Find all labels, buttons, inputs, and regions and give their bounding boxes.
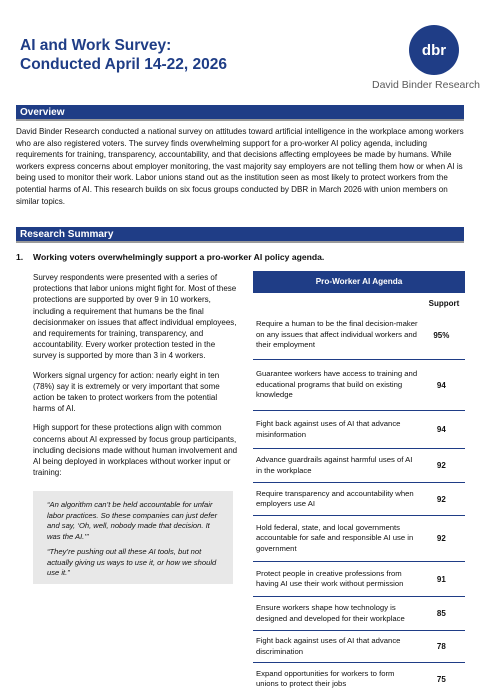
quote: “They’re pushing out all these AI tools, but not actually giving us ways to use it, or how we should use it.” <box>47 547 217 578</box>
row-label: Hold federal, state, and local governments accountable for safe and responsible AI use in government <box>256 522 414 553</box>
table-row <box>253 360 465 411</box>
row-support-value: 94 <box>436 425 446 434</box>
row-label: Guarantee workers have access to training and educational programs that build on existing knowledge <box>256 369 418 400</box>
brand-name: David Binder Research <box>372 79 480 91</box>
summary-point-1 <box>16 252 324 262</box>
overview-heading: Overview <box>16 105 464 121</box>
table-row <box>253 663 465 695</box>
summary-body <box>33 272 239 486</box>
row-support-value: 75 <box>436 674 446 684</box>
table-row <box>253 631 465 663</box>
dbr-logo <box>409 25 459 75</box>
page-title <box>20 36 227 74</box>
summary-paragraph: High support for these protections align with common concerns about AI expressed by focus group participants, including decisions made without human involvement and AI being deployed in workplaces without worker input or training: <box>33 423 238 478</box>
row-label: Fight back against uses of AI that advance misinformation <box>256 419 401 439</box>
row-label: Require a human to be the final decision-maker on any issues that affect individual workers and their employment <box>256 319 418 350</box>
research-summary-heading: Research Summary <box>16 227 464 243</box>
logo-text: dbr <box>421 42 447 59</box>
row-label: Expand opportunities for workers to form unions to protect their jobs <box>256 668 395 688</box>
point-title: Working voters overwhelmingly support a pro-worker AI policy agenda. <box>33 252 325 262</box>
row-label: Ensure workers shape how technology is designed and developed for their workplace <box>256 603 405 623</box>
table-row <box>253 449 465 483</box>
row-label: Fight back against uses of AI that advance discrimination <box>256 636 401 656</box>
agenda-table <box>253 271 465 688</box>
row-label: Protect people in creative professions from having AI use their work without permission <box>256 568 404 588</box>
row-support-value: 92 <box>436 534 446 543</box>
row-support-value: 85 <box>436 609 446 618</box>
row-support-value: 94 <box>436 380 446 390</box>
table-row <box>253 411 465 449</box>
table-row <box>253 516 465 562</box>
row-label: Advance guardrails against harmful uses of AI in the workplace <box>256 455 413 475</box>
summary-paragraph: Survey respondents were presented with a series of protections that labor unions might fight for. Most of these protections are supported by over 9 in 10 workers, including a requirement that humans be the final decisionmaker on issues that affect individual employees, and requirements for training, transparency, and accountability. Every worker protection tested in the survey is supported by more than 3 in 4 workers. <box>33 273 237 361</box>
row-support-value: 92 <box>436 461 446 470</box>
quote-box <box>33 491 233 584</box>
summary-paragraph: Workers signal urgency for action: nearly eight in ten (78%) say it is extremely or very important that some action be taken to protect workers from the potential harms of AI. <box>33 370 220 414</box>
point-number: 1. <box>16 252 24 262</box>
row-support-value: 78 <box>436 642 446 651</box>
row-label: Require transparency and accountability when employers use AI <box>256 488 414 508</box>
table-row <box>253 311 465 360</box>
row-support-value: 95% <box>433 330 450 340</box>
agenda-table-title: Pro-Worker AI Agenda <box>253 271 465 293</box>
row-support-value: 91 <box>436 574 446 584</box>
row-support-value: 92 <box>436 494 446 504</box>
table-row <box>253 597 465 631</box>
title-line-1: AI and Work Survey: <box>20 37 172 54</box>
support-column-header: Support <box>428 299 460 308</box>
table-row <box>253 483 465 516</box>
overview-text: David Binder Research conducted a national survey on attitudes toward artificial intelligence in the workplace among workers who are also registered voters. The survey finds overwhelming support for a pro-worker AI policy agenda, including requirements for training, transparency, accountability, and that decisions affecting employees be made by humans. While workers express concerns about employer monitoring, the vast majority say employers are not telling them how or when AI is being used to monitor their work. Labor unions stand out as the institution seen as most likely to protect workers from the potential harms of AI. This research builds on six focus groups conducted by DBR in March 2026 with union members on similar topics. <box>16 127 464 206</box>
quote: “An algorithm can’t be held accountable for unfair labor practices. So these companies can just defer and say, ‘Oh, well, nobody made that decision. It was the AI.’” <box>47 500 218 541</box>
title-line-2: Conducted April 14-22, 2026 <box>20 56 228 73</box>
table-row <box>253 562 465 597</box>
